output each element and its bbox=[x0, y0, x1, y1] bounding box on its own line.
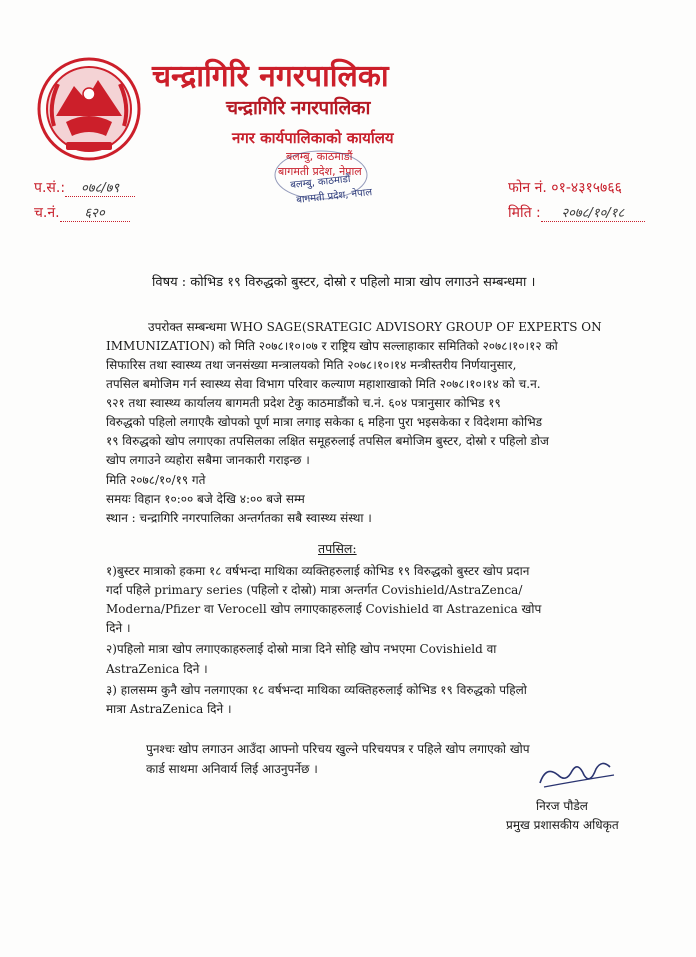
body-line-1: उपरोक्त सम्बन्धमा WHO SAGE(SRATEGIC ADVISORY GROUP OF EXPERTS ON bbox=[148, 320, 602, 334]
postscript-line-1: पुनश्चः खोप लगाउन आउँदा आफ्नो परिचय खुल्ने परिचयपत्र र पहिले खोप लगाएको खोप bbox=[146, 742, 530, 756]
dispatch-label: च.नं. bbox=[34, 205, 60, 221]
detail-3-line-1: ३) हालसम्म कुनै खोप नलगाएका १८ वर्षभन्दा माथिका व्यक्तिहरुलाई कोभिड १९ विरुद्धको पहिलो bbox=[106, 683, 527, 697]
reference-label: प.सं.: bbox=[34, 180, 66, 196]
address-line-1: बलम्बु, काठमाडौं bbox=[286, 150, 353, 163]
details-heading: तपसिल: bbox=[318, 541, 357, 556]
detail-3-line-2: मात्रा AstraZenica दिने । bbox=[106, 702, 232, 716]
detail-2-line-1: २)पहिलो मात्रा खोप लगाएकाहरुलाई दोस्रो मात्रा दिने सोहि खोप नभएमा Covishield वा bbox=[106, 642, 497, 656]
stamp-text-1: बलम्बु, काठमाडौं bbox=[289, 173, 351, 192]
detail-1-line-4: दिने । bbox=[106, 621, 131, 635]
body-line-4: तपसिल बमोजिम गर्न स्वास्थ्य सेवा विभाग परिवार कल्याण महाशाखाको मिति २०७८।१०।१४ को च.न. bbox=[106, 377, 541, 391]
detail-2-line-2: AstraZenica दिने । bbox=[106, 662, 208, 676]
detail-1-line-3: Moderna/Pfizer वा Verocell खोप लगाएकाहरुलाई Covishield वा Astrazenica खोप bbox=[106, 602, 542, 616]
stamp-text-2: बागमती प्रदेश, नेपाल bbox=[295, 187, 373, 206]
schedule-date: मिति २०७८/१०/१९ गते bbox=[106, 473, 206, 487]
nepal-emblem-logo bbox=[36, 56, 142, 162]
signatory-title: प्रमुख प्रशासकीय अधिकृत bbox=[506, 818, 619, 832]
municipality-title-secondary: चन्द्रागिरि नगरपालिका bbox=[226, 97, 370, 119]
address-line-2: बागमती प्रदेश, नेपाल bbox=[278, 165, 362, 178]
body-line-7: १९ विरुद्धको खोप लगाएका तपसिलका लक्षित समूहरुलाई तपसिल बमोजिम बुस्टर, दोस्रो र पहिलो डोज bbox=[106, 434, 549, 448]
dispatch-value: ६२० bbox=[60, 203, 130, 222]
date-value: २०७८/१०/१८ bbox=[541, 203, 645, 222]
signatory-name: निरज पौडेल bbox=[536, 799, 588, 813]
handwritten-signature bbox=[536, 755, 618, 795]
schedule-place: स्थान : चन्द्रागिरि नगरपालिका अन्तर्गतका सबै स्वास्थ्य संस्था । bbox=[106, 511, 372, 525]
body-line-2: IMMUNIZATION) को मिति २०७८।१०।०७ र राष्ट्रिय खोप सल्लाहाकार समितिको २०७८।१०।१२ को bbox=[106, 339, 558, 353]
reference-value: ०७८/७९ bbox=[65, 178, 135, 197]
body-line-5: ९२१ तथा स्वास्थ्य कार्यालय बागमती प्रदेश टेकु काठमाडौंको च.नं. ६०४ पत्रानुसार कोभिड १९ bbox=[106, 396, 501, 410]
detail-1-line-2: गर्दा पहिले primary series (पहिलो र दोस्रो) मात्रा अन्तर्गत Covishield/AstraZenca/ bbox=[106, 583, 523, 597]
subject-line: विषय : कोभिड १९ विरुद्धको बुस्टर, दोस्रो र पहिलो मात्रा खोप लगाउने सम्बन्धमा । bbox=[152, 275, 536, 290]
office-name: नगर कार्यपालिकाको कार्यालय bbox=[232, 129, 394, 147]
schedule-time: समयः विहान १०:०० बजे देखि ४:०० बजे सम्म bbox=[106, 492, 305, 506]
reference-number-row bbox=[34, 178, 135, 197]
date-row bbox=[508, 203, 645, 222]
dispatch-number-row bbox=[34, 203, 130, 222]
municipality-title: चन्द्रागिरि नगरपालिका bbox=[152, 59, 389, 94]
phone-number: फोन नं. ०१-४३१५७६६ bbox=[508, 180, 622, 196]
date-label: मिति : bbox=[508, 205, 541, 221]
body-line-3: सिफारिस तथा स्वास्थ्य तथा जनसंख्या मन्त्रालयको मिति २०७८।१०।१४ मन्त्रीस्तरीय निर्णयानुसार, bbox=[106, 358, 517, 372]
postscript-line-2: कार्ड साथमा अनिवार्य लिई आउनुपर्नेछ । bbox=[146, 762, 318, 776]
detail-1-line-1: १)बुस्टर मात्राको हकमा १८ वर्षभन्दा माथिका व्यक्तिहरुलाई कोभिड १९ विरुद्धको बुस्टर खोप प्रदान bbox=[106, 564, 530, 578]
body-line-6: विरुद्धको पहिलो लगाएकै खोपको पूर्ण मात्रा लगाइ सकेका ६ महिना पुरा भइसकेका र विदेशमा कोभिड bbox=[106, 415, 543, 429]
body-line-8: खोप लगाउने व्यहोरा सबैमा जानकारी गराइन्छ । bbox=[106, 453, 310, 467]
